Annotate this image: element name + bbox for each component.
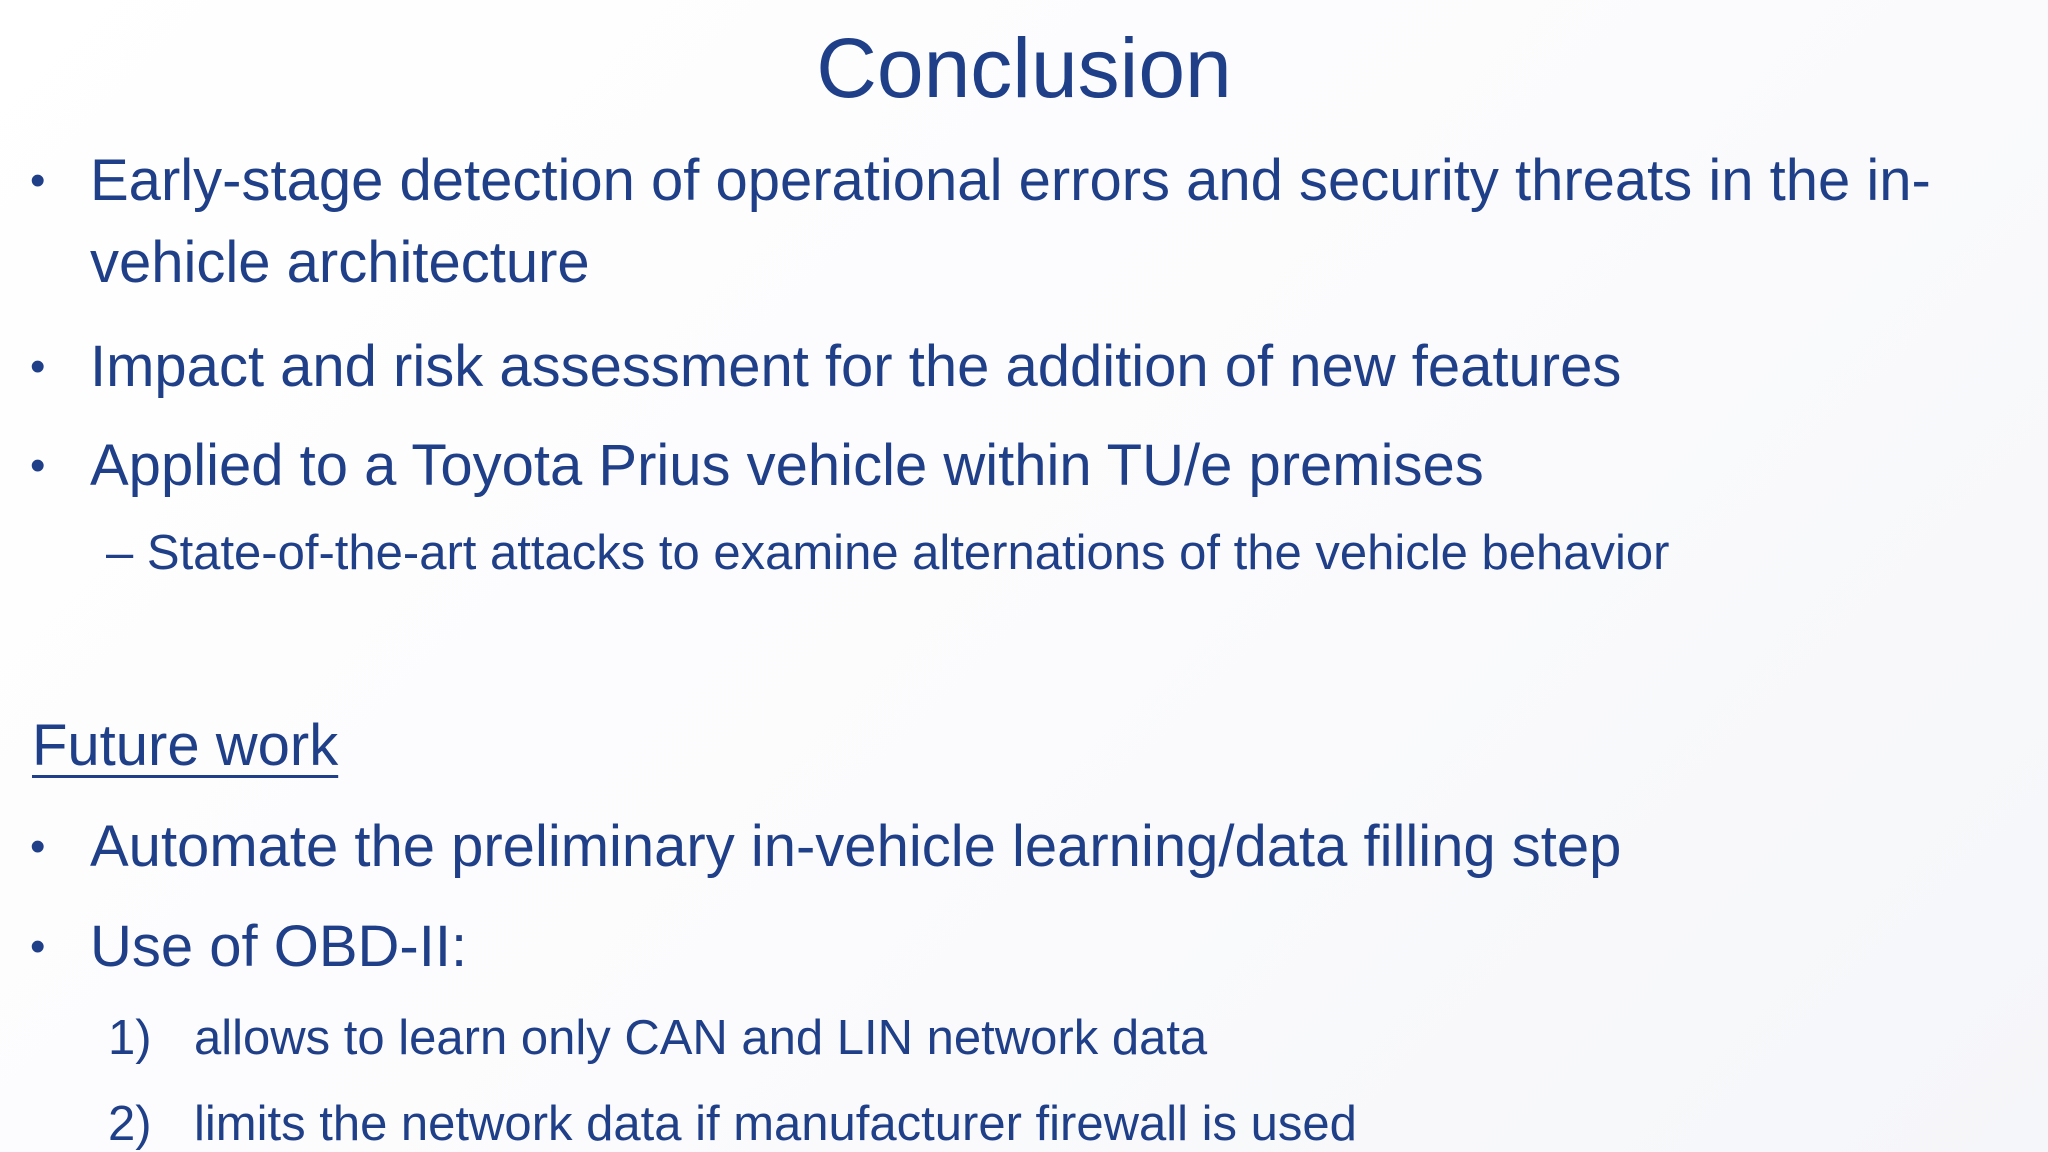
bullet-item: [30, 425, 2020, 507]
bullet-icon: •: [30, 441, 46, 490]
slide-title: Conclusion: [816, 21, 1232, 115]
bullet-text: Applied to a Toyota Prius vehicle within TU/e premises: [90, 433, 1484, 498]
item-number: 2): [108, 1097, 152, 1151]
bullet-text: Use of OBD-II:: [90, 914, 468, 979]
bullet-text: Automate the preliminary in-vehicle learning/data filling step: [90, 814, 1622, 879]
item-text: limits the network data if manufacturer firewall is used: [194, 1097, 1357, 1151]
sub-bullet: [106, 523, 1669, 583]
bullet-icon: •: [30, 822, 46, 871]
bullet-icon: •: [30, 342, 46, 391]
bullet-item: [30, 906, 2020, 988]
bullet-item: [30, 806, 2020, 888]
bullet-item: [30, 326, 2020, 408]
bullet-icon: •: [30, 922, 46, 971]
bullet-text: Impact and risk assessment for the addition of new features: [90, 334, 1622, 399]
numbered-item: [108, 1092, 1357, 1152]
future-work-heading: Future work: [32, 713, 339, 778]
sub-bullet-text: State-of-the-art attacks to examine alternations of the vehicle behavior: [146, 526, 1670, 580]
numbered-item: [108, 1006, 1207, 1070]
bullet-text: Early-stage detection of operational errors and security threats in the in-vehicle architecture: [90, 148, 1931, 295]
item-text: allows to learn only CAN and LIN network data: [194, 1011, 1208, 1065]
bullet-icon: •: [30, 156, 46, 205]
bullet-item: [30, 140, 2020, 304]
item-number: 1): [108, 1011, 152, 1065]
dash-icon: –: [106, 526, 134, 580]
